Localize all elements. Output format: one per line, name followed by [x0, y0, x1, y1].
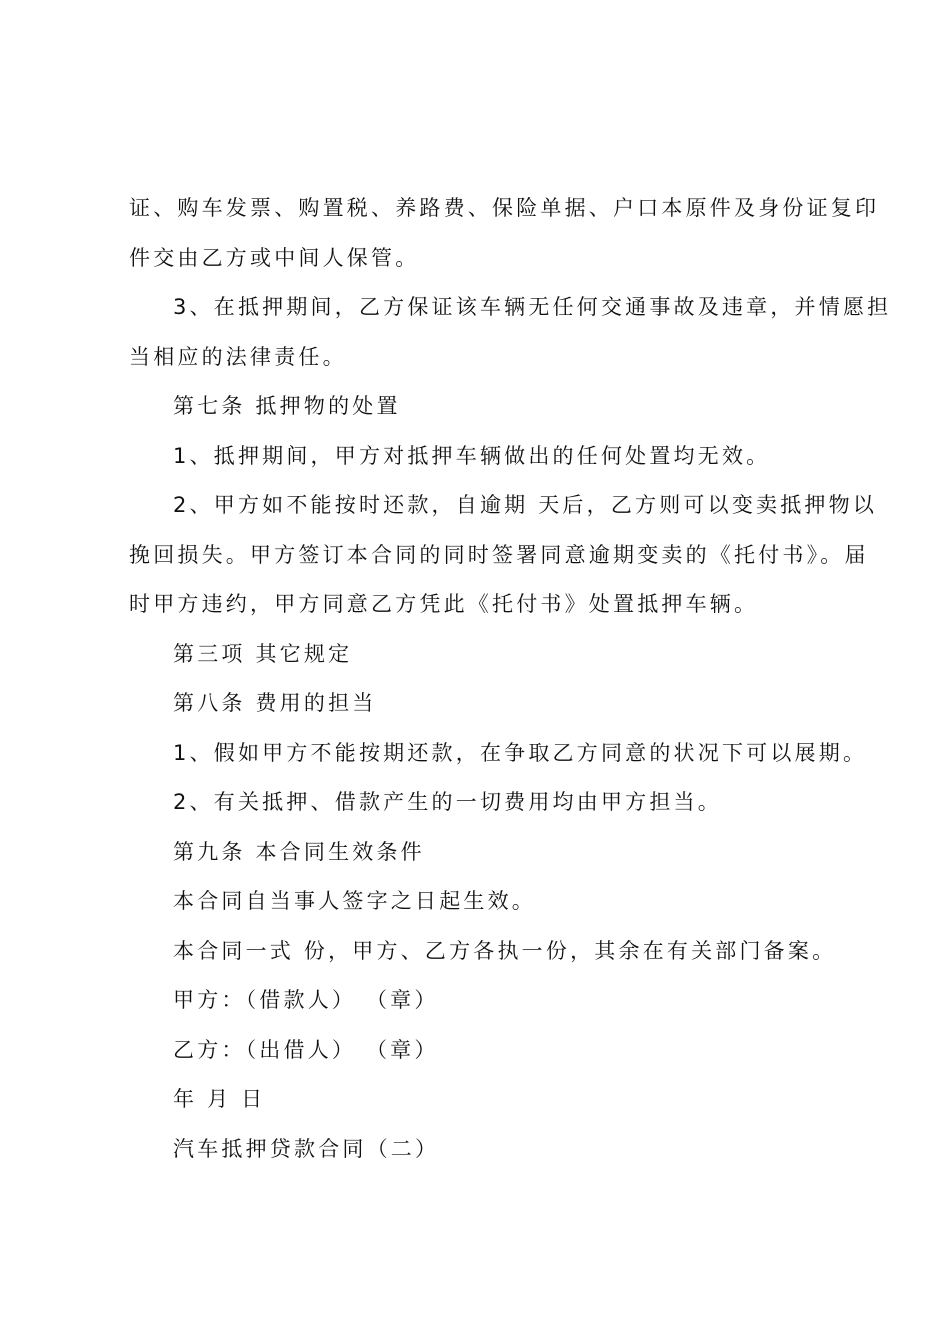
date-line: 年 月 日 [173, 1087, 266, 1111]
section-heading: 第三项 其它规定 [173, 642, 353, 666]
paragraph-line: 时甲方违约，甲方同意乙方凭此《托付书》处置抵押车辆。 [129, 592, 759, 616]
next-contract-title: 汽车抵押贷款合同（二） [173, 1137, 440, 1161]
signature-line-party-b: 乙方：（出借人） （章） [173, 1038, 439, 1062]
paragraph-line: 挽回损失。甲方签订本合同的同时签署同意逾期变卖的《托付书》。届 [129, 543, 869, 567]
section-heading: 第九条 本合同生效条件 [173, 840, 425, 864]
section-heading: 第八条 费用的担当 [173, 691, 377, 715]
paragraph-line: 2、甲方如不能按时还款，自逾期 天后，乙方则可以变卖抵押物以 [173, 493, 878, 517]
paragraph-line: 本合同自当事人签字之日起生效。 [173, 889, 536, 913]
paragraph-line: 2、有关抵押、借款产生的一切费用均由甲方担当。 [173, 790, 722, 814]
section-heading: 第七条 抵押物的处置 [173, 394, 401, 418]
paragraph-line: 1、假如甲方不能按期还款，在争取乙方同意的状况下可以展期。 [173, 741, 868, 765]
paragraph-line: 本合同一式 份，甲方、乙方各执一份，其余在有关部门备案。 [173, 939, 837, 963]
paragraph-line: 3、在抵押期间，乙方保证该车辆无任何交通事故及违章，并情愿担 [173, 295, 892, 319]
paragraph-line: 件交由乙方或中间人保管。 [129, 246, 420, 270]
signature-line-party-a: 甲方：（借款人） （章） [173, 988, 439, 1012]
paragraph-line: 证、购车发票、购置税、养路费、保险单据、户口本原件及身份证复印 [129, 196, 880, 220]
paragraph-line: 当相应的法律责任。 [129, 345, 347, 369]
paragraph-line: 1、抵押期间，甲方对抵押车辆做出的任何处置均无效。 [173, 444, 771, 468]
